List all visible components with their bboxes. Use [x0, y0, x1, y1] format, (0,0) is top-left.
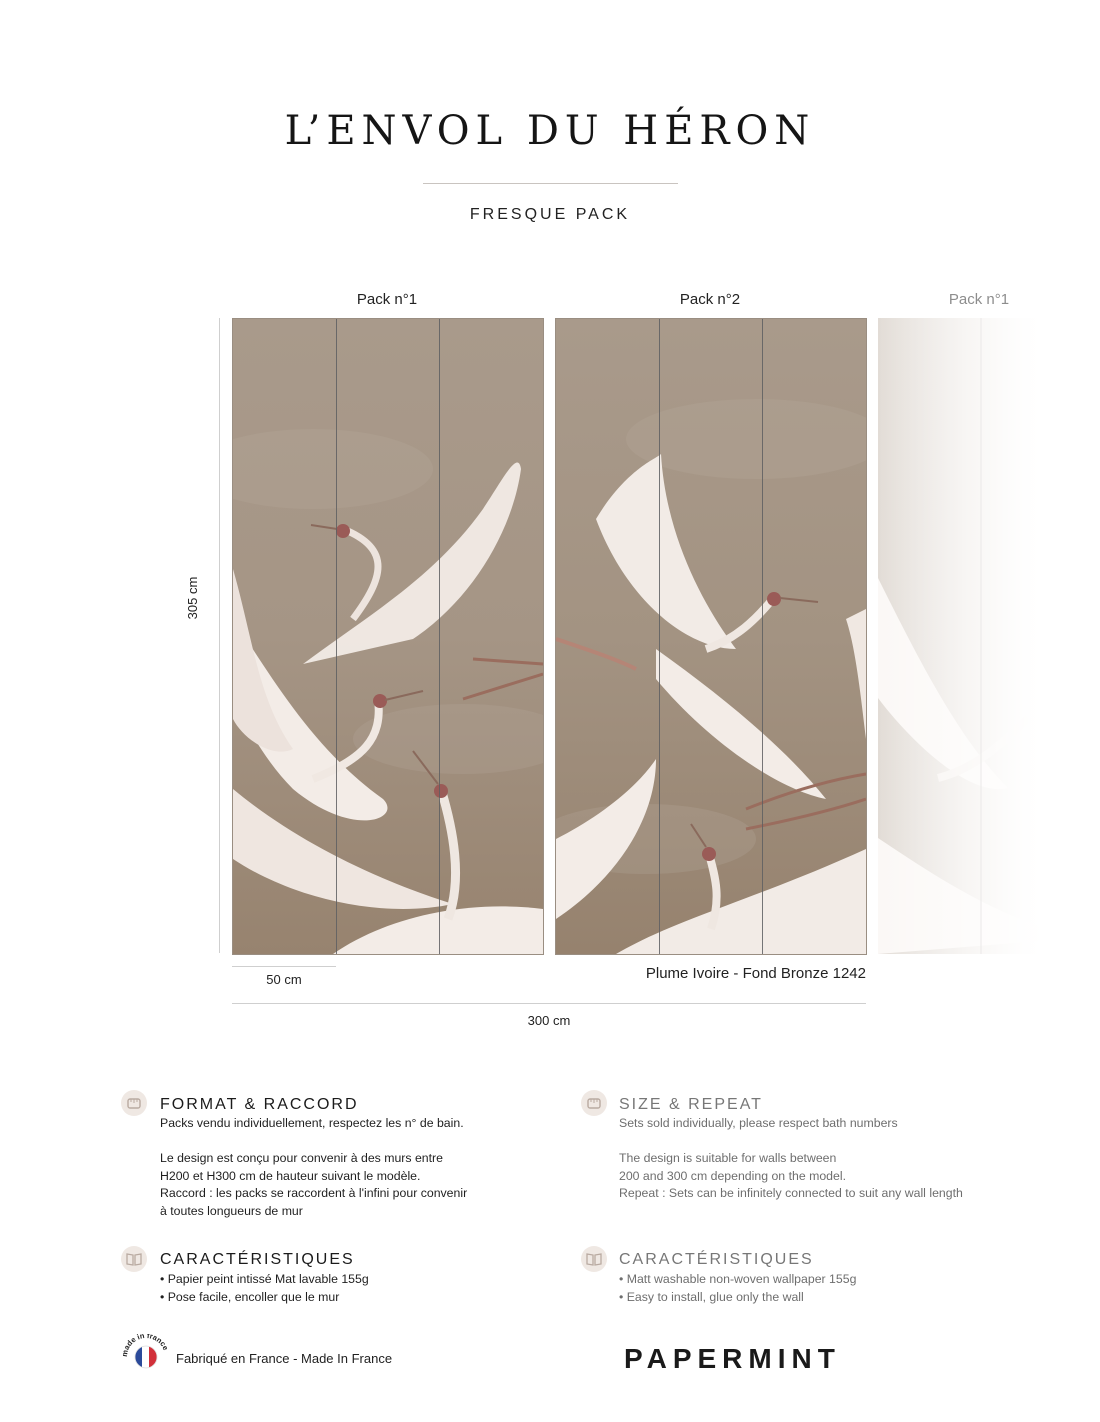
made-in-france-badge	[123, 1334, 169, 1380]
open-book-icon	[581, 1246, 607, 1272]
total-width-label: 300 cm	[527, 1013, 571, 1028]
format-title-fr: FORMAT & RACCORD	[160, 1096, 359, 1113]
height-dimension-line	[219, 318, 220, 953]
strip-seam	[659, 319, 660, 954]
ruler-tape-icon	[121, 1090, 147, 1116]
heron-mural-image-faded	[878, 318, 1100, 954]
strip-seam	[439, 319, 440, 954]
heron-mural-image-1	[233, 319, 543, 954]
format-title-en: SIZE & REPEAT	[619, 1096, 763, 1113]
specs-text-fr: • Papier peint intissé Mat lavable 155g • Pose facile, encoller que le mur	[160, 1272, 369, 1304]
strip-width-line	[232, 966, 336, 967]
specs-text-en: • Matt washable non-woven wallpaper 155g • Easy to install, glue only the wall	[619, 1272, 857, 1304]
pack-1-label: Pack n°1	[356, 291, 418, 308]
strip-width-label: 50 cm	[266, 972, 302, 987]
total-width-line	[232, 1003, 866, 1004]
format-text-en: Sets sold individually, please respect bath numbers The design is suitable for walls between 200 and 300 cm depending on the model. Repeat : Sets can be infinitely connected to suit any wall length	[619, 1116, 963, 1200]
badge-label: de in franc	[124, 1334, 168, 1349]
strip-seam	[336, 319, 337, 954]
specs-title-fr: CARACTÉRISTIQUES	[160, 1251, 355, 1268]
color-reference: Plume Ivoire - Fond Bronze 1242	[645, 965, 866, 982]
ruler-tape-icon	[581, 1090, 607, 1116]
open-book-icon	[121, 1246, 147, 1272]
mural-panel-pack-1	[232, 318, 544, 955]
brand-logo: PAPERMINT	[624, 1343, 841, 1374]
strip-seam	[762, 319, 763, 954]
height-dimension-label: 305 cm	[185, 576, 200, 620]
mural-panel-pack-1-repeat	[878, 318, 1100, 954]
heron-mural-image-2	[556, 319, 866, 954]
made-in-france-text: Fabriqué en France - Made In France	[176, 1351, 393, 1366]
pack-2-label: Pack n°2	[679, 291, 741, 308]
specs-title-en: CARACTÉRISTIQUES	[619, 1251, 814, 1268]
page-title: L’ENVOL DU HÉRON	[284, 108, 816, 154]
title-divider	[423, 183, 678, 184]
page-subtitle: FRESQUE PACK	[469, 206, 631, 223]
mural-panel-pack-2	[555, 318, 867, 955]
pack-3-label: Pack n°1	[948, 291, 1010, 308]
format-text-fr: Packs vendu individuellement, respectez les n° de bain. Le design est conçu pour convenir à des murs entre H200 et H300 cm de hauteur suivant le modèle. Raccord : les packs se raccordent à l'infini pour convenir à toutes longueurs de mur	[160, 1116, 468, 1218]
